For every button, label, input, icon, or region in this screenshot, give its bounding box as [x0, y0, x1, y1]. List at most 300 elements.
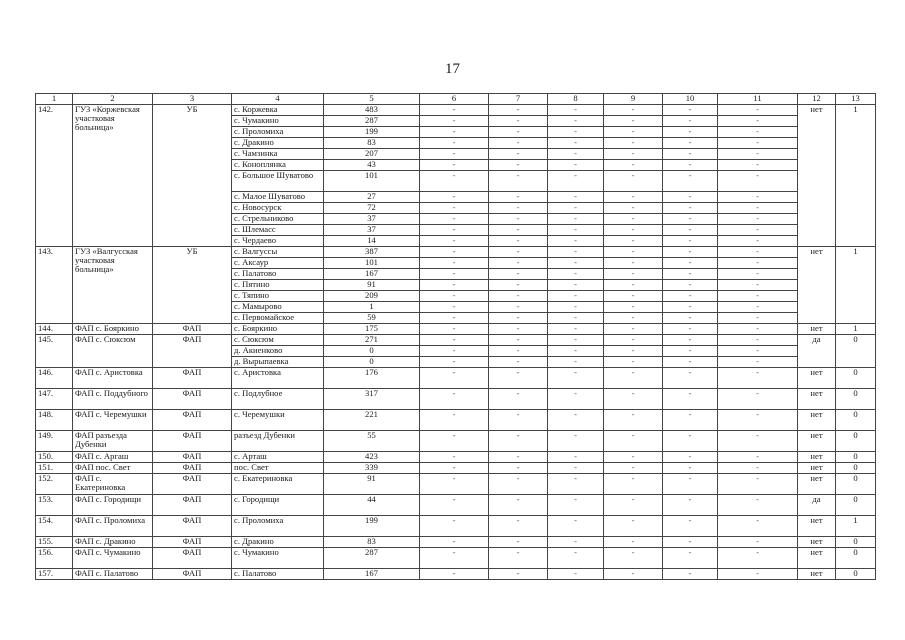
availability-flag: нет [798, 324, 836, 335]
empty-dash-cell: - [489, 516, 548, 537]
empty-dash-cell: - [663, 291, 718, 302]
empty-dash-cell: - [548, 214, 604, 225]
empty-dash-cell: - [718, 214, 798, 225]
count-value: 1 [836, 247, 876, 324]
empty-dash-cell: - [663, 116, 718, 127]
empty-dash-cell: - [489, 236, 548, 247]
empty-dash-cell: - [663, 138, 718, 149]
facility-name: ФАП с. Проломиха [73, 516, 153, 537]
table-row [36, 474, 876, 495]
empty-dash-cell: - [604, 258, 663, 269]
empty-dash-cell: - [420, 105, 489, 116]
empty-dash-cell: - [548, 247, 604, 258]
empty-dash-cell: - [718, 537, 798, 548]
availability-flag: да [798, 335, 836, 368]
settlement-name: с. Чердаево [232, 236, 324, 247]
population-value: 1 [324, 302, 420, 313]
empty-dash-cell: - [718, 302, 798, 313]
availability-flag: да [798, 495, 836, 516]
empty-dash-cell: - [420, 192, 489, 203]
entry-number: 153. [36, 495, 73, 516]
population-value: 101 [324, 258, 420, 269]
empty-dash-cell: - [548, 537, 604, 548]
population-value: 55 [324, 431, 420, 452]
table-row [36, 368, 876, 389]
settlement-name: с. Проломиха [232, 127, 324, 138]
entry-number: 156. [36, 548, 73, 569]
facility-type: ФАП [153, 410, 232, 431]
empty-dash-cell: - [548, 495, 604, 516]
empty-dash-cell: - [604, 357, 663, 368]
empty-dash-cell: - [489, 258, 548, 269]
settlement-name: разъезд Дубенки [232, 431, 324, 452]
empty-dash-cell: - [420, 214, 489, 225]
empty-dash-cell: - [548, 160, 604, 171]
count-value: 0 [836, 431, 876, 452]
empty-dash-cell: - [548, 127, 604, 138]
settlement-name: с. Тяпино [232, 291, 324, 302]
entry-number: 142. [36, 105, 73, 247]
column-number-row [36, 94, 876, 105]
empty-dash-cell: - [604, 214, 663, 225]
settlement-name: с. Чумакино [232, 548, 324, 569]
facility-type: ФАП [153, 389, 232, 410]
empty-dash-cell: - [604, 335, 663, 346]
settlement-name: с. Стрельниково [232, 214, 324, 225]
empty-dash-cell: - [604, 569, 663, 580]
empty-dash-cell: - [489, 105, 548, 116]
empty-dash-cell: - [420, 171, 489, 192]
empty-dash-cell: - [604, 516, 663, 537]
empty-dash-cell: - [663, 569, 718, 580]
empty-dash-cell: - [663, 495, 718, 516]
empty-dash-cell: - [420, 225, 489, 236]
empty-dash-cell: - [420, 368, 489, 389]
facility-type: ФАП [153, 324, 232, 335]
population-value: 483 [324, 105, 420, 116]
empty-dash-cell: - [420, 389, 489, 410]
empty-dash-cell: - [420, 474, 489, 495]
count-value: 0 [836, 474, 876, 495]
table-row [36, 389, 876, 410]
facility-name: ФАП с. Палатово [73, 569, 153, 580]
table-row [36, 569, 876, 580]
empty-dash-cell: - [718, 324, 798, 335]
settlement-name: с. Дракино [232, 537, 324, 548]
empty-dash-cell: - [604, 452, 663, 463]
population-value: 199 [324, 516, 420, 537]
settlement-name: с. Дракино [232, 138, 324, 149]
facility-type: ФАП [153, 452, 232, 463]
entry-number: 146. [36, 368, 73, 389]
empty-dash-cell: - [718, 116, 798, 127]
population-value: 167 [324, 269, 420, 280]
table-row [36, 410, 876, 431]
empty-dash-cell: - [663, 127, 718, 138]
entry-number: 148. [36, 410, 73, 431]
population-value: 37 [324, 214, 420, 225]
population-value: 0 [324, 346, 420, 357]
empty-dash-cell: - [663, 105, 718, 116]
availability-flag: нет [798, 105, 836, 247]
count-value: 1 [836, 324, 876, 335]
settlement-name: с. Палатово [232, 269, 324, 280]
empty-dash-cell: - [489, 138, 548, 149]
settlement-name: с. Городищи [232, 495, 324, 516]
table-row [36, 247, 876, 258]
empty-dash-cell: - [718, 269, 798, 280]
empty-dash-cell: - [548, 192, 604, 203]
empty-dash-cell: - [420, 431, 489, 452]
facility-type: ФАП [153, 431, 232, 452]
population-value: 167 [324, 569, 420, 580]
empty-dash-cell: - [548, 368, 604, 389]
column-number-cell: 13 [836, 94, 876, 105]
empty-dash-cell: - [604, 192, 663, 203]
settlement-name: с. Первомайское [232, 313, 324, 324]
table-row [36, 452, 876, 463]
column-number-cell: 3 [153, 94, 232, 105]
empty-dash-cell: - [489, 410, 548, 431]
empty-dash-cell: - [420, 291, 489, 302]
entry-number: 155. [36, 537, 73, 548]
empty-dash-cell: - [420, 495, 489, 516]
empty-dash-cell: - [420, 357, 489, 368]
count-value: 0 [836, 389, 876, 410]
empty-dash-cell: - [718, 236, 798, 247]
table-row [36, 516, 876, 537]
empty-dash-cell: - [663, 192, 718, 203]
entry-number: 154. [36, 516, 73, 537]
empty-dash-cell: - [489, 569, 548, 580]
facility-name: ФАП с. Чумакино [73, 548, 153, 569]
empty-dash-cell: - [663, 463, 718, 474]
empty-dash-cell: - [663, 203, 718, 214]
empty-dash-cell: - [548, 302, 604, 313]
settlement-name: с. Большое Шуватово [232, 171, 324, 192]
empty-dash-cell: - [604, 269, 663, 280]
empty-dash-cell: - [604, 431, 663, 452]
empty-dash-cell: - [663, 335, 718, 346]
empty-dash-cell: - [489, 291, 548, 302]
table-row [36, 431, 876, 452]
population-value: 317 [324, 389, 420, 410]
facility-type: ФАП [153, 495, 232, 516]
page-number: 17 [445, 61, 460, 77]
empty-dash-cell: - [718, 357, 798, 368]
table-row [36, 495, 876, 516]
column-number-cell: 6 [420, 94, 489, 105]
count-value: 0 [836, 452, 876, 463]
empty-dash-cell: - [489, 247, 548, 258]
column-number-cell: 11 [718, 94, 798, 105]
settlement-name: с. Проломиха [232, 516, 324, 537]
population-value: 27 [324, 192, 420, 203]
empty-dash-cell: - [420, 537, 489, 548]
empty-dash-cell: - [663, 225, 718, 236]
empty-dash-cell: - [489, 389, 548, 410]
count-value: 0 [836, 569, 876, 580]
empty-dash-cell: - [604, 346, 663, 357]
empty-dash-cell: - [663, 357, 718, 368]
settlement-name: пос. Свет [232, 463, 324, 474]
empty-dash-cell: - [489, 203, 548, 214]
empty-dash-cell: - [489, 346, 548, 357]
population-value: 271 [324, 335, 420, 346]
settlement-name: с. Сюксюм [232, 335, 324, 346]
empty-dash-cell: - [663, 247, 718, 258]
empty-dash-cell: - [718, 431, 798, 452]
empty-dash-cell: - [604, 474, 663, 495]
empty-dash-cell: - [489, 463, 548, 474]
empty-dash-cell: - [420, 203, 489, 214]
empty-dash-cell: - [489, 324, 548, 335]
empty-dash-cell: - [663, 431, 718, 452]
empty-dash-cell: - [604, 236, 663, 247]
population-value: 287 [324, 548, 420, 569]
availability-flag: нет [798, 431, 836, 452]
population-value: 83 [324, 138, 420, 149]
empty-dash-cell: - [548, 474, 604, 495]
empty-dash-cell: - [489, 160, 548, 171]
population-value: 209 [324, 291, 420, 302]
entry-number: 147. [36, 389, 73, 410]
empty-dash-cell: - [489, 192, 548, 203]
empty-dash-cell: - [718, 203, 798, 214]
empty-dash-cell: - [718, 346, 798, 357]
column-number-cell: 12 [798, 94, 836, 105]
settlement-name: с. Новосурск [232, 203, 324, 214]
empty-dash-cell: - [489, 302, 548, 313]
settlement-name: с. Пятино [232, 280, 324, 291]
entry-number: 149. [36, 431, 73, 452]
entry-number: 145. [36, 335, 73, 368]
availability-flag: нет [798, 537, 836, 548]
empty-dash-cell: - [604, 127, 663, 138]
column-number-cell: 4 [232, 94, 324, 105]
population-value: 287 [324, 116, 420, 127]
facility-name: ФАП разъезда Дубенки [73, 431, 153, 452]
empty-dash-cell: - [663, 537, 718, 548]
empty-dash-cell: - [548, 258, 604, 269]
table-row [36, 463, 876, 474]
empty-dash-cell: - [663, 214, 718, 225]
table-row [36, 537, 876, 548]
empty-dash-cell: - [548, 203, 604, 214]
facility-type: ФАП [153, 474, 232, 495]
empty-dash-cell: - [489, 495, 548, 516]
empty-dash-cell: - [548, 291, 604, 302]
availability-flag: нет [798, 389, 836, 410]
empty-dash-cell: - [663, 516, 718, 537]
empty-dash-cell: - [420, 410, 489, 431]
empty-dash-cell: - [420, 346, 489, 357]
facility-type: ФАП [153, 368, 232, 389]
availability-flag: нет [798, 548, 836, 569]
empty-dash-cell: - [420, 160, 489, 171]
facility-type: ФАП [153, 516, 232, 537]
population-value: 423 [324, 452, 420, 463]
empty-dash-cell: - [489, 171, 548, 192]
population-value: 339 [324, 463, 420, 474]
availability-flag: нет [798, 368, 836, 389]
entry-number: 150. [36, 452, 73, 463]
empty-dash-cell: - [420, 269, 489, 280]
settlement-name: с. Черемушки [232, 410, 324, 431]
count-value: 0 [836, 495, 876, 516]
availability-flag: нет [798, 474, 836, 495]
empty-dash-cell: - [604, 291, 663, 302]
empty-dash-cell: - [548, 548, 604, 569]
facility-name: ФАП с. Аргаш [73, 452, 153, 463]
empty-dash-cell: - [663, 171, 718, 192]
empty-dash-cell: - [420, 236, 489, 247]
empty-dash-cell: - [604, 280, 663, 291]
column-number-cell: 10 [663, 94, 718, 105]
availability-flag: нет [798, 247, 836, 324]
empty-dash-cell: - [548, 269, 604, 280]
settlement-name: с. Шлемасс [232, 225, 324, 236]
empty-dash-cell: - [604, 495, 663, 516]
empty-dash-cell: - [718, 452, 798, 463]
empty-dash-cell: - [604, 203, 663, 214]
empty-dash-cell: - [663, 269, 718, 280]
empty-dash-cell: - [489, 431, 548, 452]
empty-dash-cell: - [604, 225, 663, 236]
empty-dash-cell: - [420, 335, 489, 346]
population-value: 83 [324, 537, 420, 548]
column-number-cell: 7 [489, 94, 548, 105]
empty-dash-cell: - [718, 258, 798, 269]
population-value: 199 [324, 127, 420, 138]
empty-dash-cell: - [548, 389, 604, 410]
entry-number: 152. [36, 474, 73, 495]
empty-dash-cell: - [663, 302, 718, 313]
empty-dash-cell: - [548, 324, 604, 335]
settlement-name: с. Коржевка [232, 105, 324, 116]
column-number-cell: 2 [73, 94, 153, 105]
empty-dash-cell: - [718, 410, 798, 431]
entry-number: 151. [36, 463, 73, 474]
availability-flag: нет [798, 452, 836, 463]
facility-name: ФАП с. Сюксюм [73, 335, 153, 368]
availability-flag: нет [798, 516, 836, 537]
empty-dash-cell: - [604, 138, 663, 149]
settlement-name: с. Бояркино [232, 324, 324, 335]
table-row [36, 335, 876, 346]
settlement-name: д. Акиенково [232, 346, 324, 357]
empty-dash-cell: - [663, 452, 718, 463]
empty-dash-cell: - [548, 569, 604, 580]
count-value: 1 [836, 105, 876, 247]
empty-dash-cell: - [604, 389, 663, 410]
facility-type: УБ [153, 247, 232, 324]
empty-dash-cell: - [489, 149, 548, 160]
empty-dash-cell: - [420, 548, 489, 569]
empty-dash-cell: - [548, 463, 604, 474]
settlement-name: с. Екатериновка [232, 474, 324, 495]
facility-name: ФАП с. Городищи [73, 495, 153, 516]
empty-dash-cell: - [718, 225, 798, 236]
empty-dash-cell: - [718, 389, 798, 410]
empty-dash-cell: - [548, 105, 604, 116]
count-value: 0 [836, 548, 876, 569]
empty-dash-cell: - [718, 368, 798, 389]
facility-name: ФАП с. Черемушки [73, 410, 153, 431]
empty-dash-cell: - [663, 548, 718, 569]
population-value: 91 [324, 280, 420, 291]
availability-flag: нет [798, 463, 836, 474]
facility-type: ФАП [153, 335, 232, 368]
empty-dash-cell: - [548, 452, 604, 463]
empty-dash-cell: - [489, 280, 548, 291]
empty-dash-cell: - [489, 225, 548, 236]
empty-dash-cell: - [420, 138, 489, 149]
empty-dash-cell: - [604, 548, 663, 569]
empty-dash-cell: - [604, 463, 663, 474]
empty-dash-cell: - [663, 410, 718, 431]
population-value: 91 [324, 474, 420, 495]
population-value: 207 [324, 149, 420, 160]
population-value: 72 [324, 203, 420, 214]
empty-dash-cell: - [420, 280, 489, 291]
empty-dash-cell: - [663, 258, 718, 269]
empty-dash-cell: - [718, 171, 798, 192]
empty-dash-cell: - [663, 149, 718, 160]
empty-dash-cell: - [663, 280, 718, 291]
empty-dash-cell: - [489, 537, 548, 548]
facility-type: ФАП [153, 537, 232, 548]
empty-dash-cell: - [548, 171, 604, 192]
settlement-name: с. Чумакино [232, 116, 324, 127]
empty-dash-cell: - [489, 313, 548, 324]
empty-dash-cell: - [718, 138, 798, 149]
settlement-name: с. Малое Шуватово [232, 192, 324, 203]
empty-dash-cell: - [420, 247, 489, 258]
empty-dash-cell: - [718, 127, 798, 138]
empty-dash-cell: - [663, 368, 718, 389]
empty-dash-cell: - [420, 324, 489, 335]
empty-dash-cell: - [604, 160, 663, 171]
column-number-cell: 8 [548, 94, 604, 105]
empty-dash-cell: - [663, 236, 718, 247]
empty-dash-cell: - [718, 548, 798, 569]
empty-dash-cell: - [420, 258, 489, 269]
availability-flag: нет [798, 569, 836, 580]
population-value: 221 [324, 410, 420, 431]
empty-dash-cell: - [718, 105, 798, 116]
settlement-name: с. Аксаур [232, 258, 324, 269]
population-value: 175 [324, 324, 420, 335]
empty-dash-cell: - [548, 138, 604, 149]
count-value: 0 [836, 368, 876, 389]
empty-dash-cell: - [489, 335, 548, 346]
column-number-cell: 1 [36, 94, 73, 105]
empty-dash-cell: - [663, 324, 718, 335]
empty-dash-cell: - [718, 516, 798, 537]
entry-number: 144. [36, 324, 73, 335]
count-value: 0 [836, 410, 876, 431]
facility-name: ФАП с. Бояркино [73, 324, 153, 335]
empty-dash-cell: - [718, 247, 798, 258]
empty-dash-cell: - [420, 116, 489, 127]
column-number-cell: 5 [324, 94, 420, 105]
empty-dash-cell: - [489, 116, 548, 127]
empty-dash-cell: - [489, 214, 548, 225]
settlement-name: с. Коноплянка [232, 160, 324, 171]
empty-dash-cell: - [663, 389, 718, 410]
population-value: 14 [324, 236, 420, 247]
